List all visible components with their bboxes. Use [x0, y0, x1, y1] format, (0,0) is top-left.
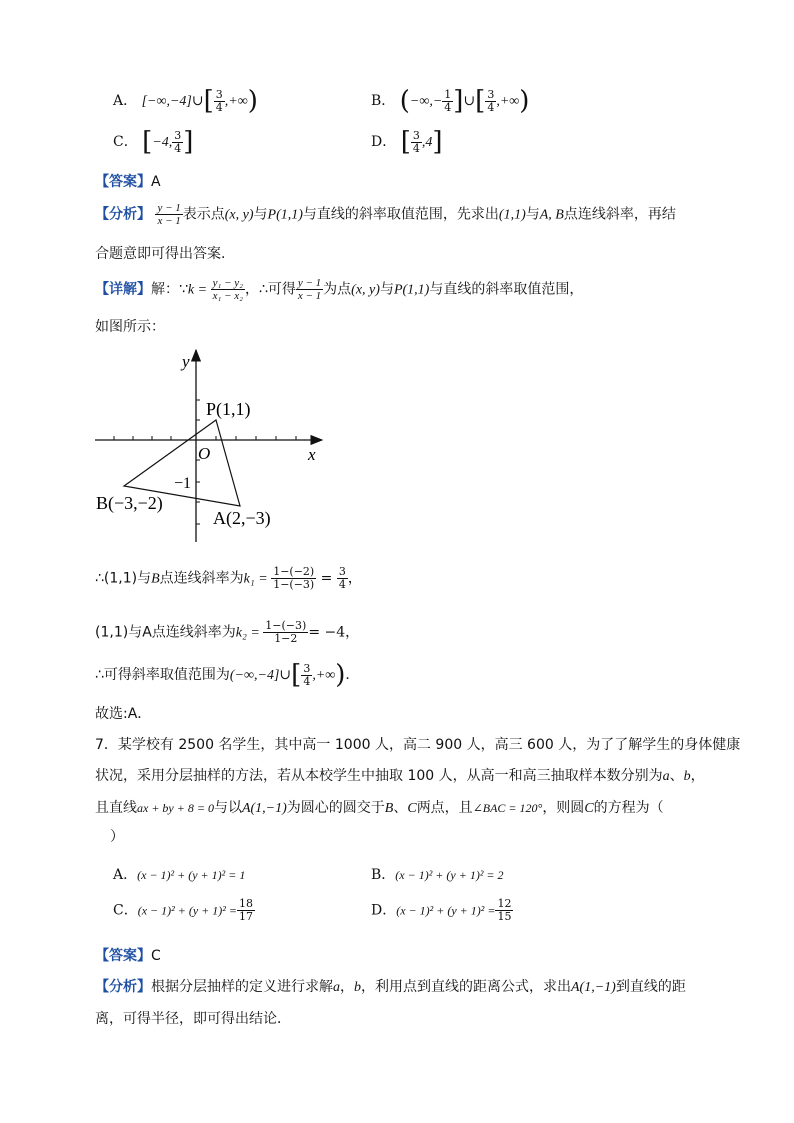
q6-analysis-line2: 合题意即可得出答案.	[95, 246, 226, 262]
minus-one-label: −1	[174, 475, 192, 492]
coordinate-figure	[90, 342, 340, 547]
q6-option-c: C． [−4, $\frac{3}{4}$ ]	[113, 127, 194, 157]
q7-stem-line2: 状况，采用分层抽样的方法，若从本校学生中抽取 100 人，从高一和高三抽取样本数分别为a、b，	[95, 768, 705, 784]
q6-conclusion: 故选:A．	[95, 706, 152, 722]
q6-option-a-value: [−∞,−4]	[141, 94, 192, 109]
q6-option-b: B． (−∞,− $\frac{1}{4}$ ]∪[ $\frac{3}{4}$ ,+∞)	[371, 86, 530, 116]
origin-label: O	[198, 444, 211, 463]
q6-analysis: 【分析】 $\frac{y - 1}{x - 1}$ 表示点(x, y)与P(1,1)与直线的斜率取值范围，先求出(1,1)与A, B点连线斜率，再结	[95, 202, 676, 227]
point-p-label: P(1,1)	[206, 399, 251, 419]
point-b-label: B(−3,−2)	[96, 493, 163, 513]
slope-a-line: (1,1)与A点连线斜率为k₂ = $\frac{1-(-3)}{1-2}$ = −4，	[95, 619, 360, 645]
slope-b-line: ∴(1,1)与B点连线斜率为k₁ = $\frac{1-(-2)}{1-(-3)}$ = $\frac{3}{4}$ ，	[95, 565, 362, 591]
x-axis-label: x	[308, 445, 316, 464]
point-a-label: A(2,−3)	[213, 508, 271, 528]
q7-stem-line4: ）	[110, 829, 124, 845]
q7-answer: 【答案】C	[95, 948, 161, 964]
q6-detail: 【详解】解：∵k = $\frac{\text{y₁ − y₂}}{\text{x₁ − x₂}}$ ，∴可得 $\frac{y - 1}{x - 1}$ 为点(x, y)与P(1,1)与直线的斜率取值范围，	[95, 277, 584, 302]
q7-stem-line1: 7．某学校有 2500 名学生，其中高一 1000 人，高二 900 人，高三 600 人，为了了解学生的身体健康	[95, 737, 741, 753]
q7-option-b: B．(x − 1)² + (y + 1)² = 2	[371, 867, 504, 883]
q7-option-c: C．(x − 1)² + (y + 1)² = $\frac{18}{17}$	[113, 897, 253, 923]
q7-analysis-line2: 离，可得半径，即可得出结论．	[95, 1011, 291, 1027]
q7-option-a: A．(x − 1)² + (y + 1)² = 1	[113, 867, 246, 883]
q6-figure-intro: 如图所示：	[95, 319, 165, 335]
q6-answer: 【答案】A	[95, 174, 161, 190]
y-axis-label: y	[182, 352, 190, 371]
q7-stem-line3: 且直线ax + by + 8 = 0与以A(1,−1)为圆心的圆交于B、C两点，且∠BAC = 120°，则圆C的方程为（	[95, 800, 664, 816]
q6-option-a: A． [−∞,−4]∪[ $\frac{3}{4}$ ,+∞)	[113, 86, 258, 116]
q7-analysis: 【分析】根据分层抽样的定义进行求解a，b，利用点到直线的距离公式，求出A(1,−1)到直线的距	[95, 979, 686, 995]
range-line: ∴可得斜率取值范围为(−∞,−4]∪[ $\frac{3}{4}$ ,+∞)．	[95, 660, 360, 690]
q6-option-d: D． [ $\frac{3}{4}$ ,4]	[371, 127, 443, 157]
q7-option-d: D．(x − 1)² + (y + 1)² = $\frac{12}{15}$	[371, 897, 512, 923]
